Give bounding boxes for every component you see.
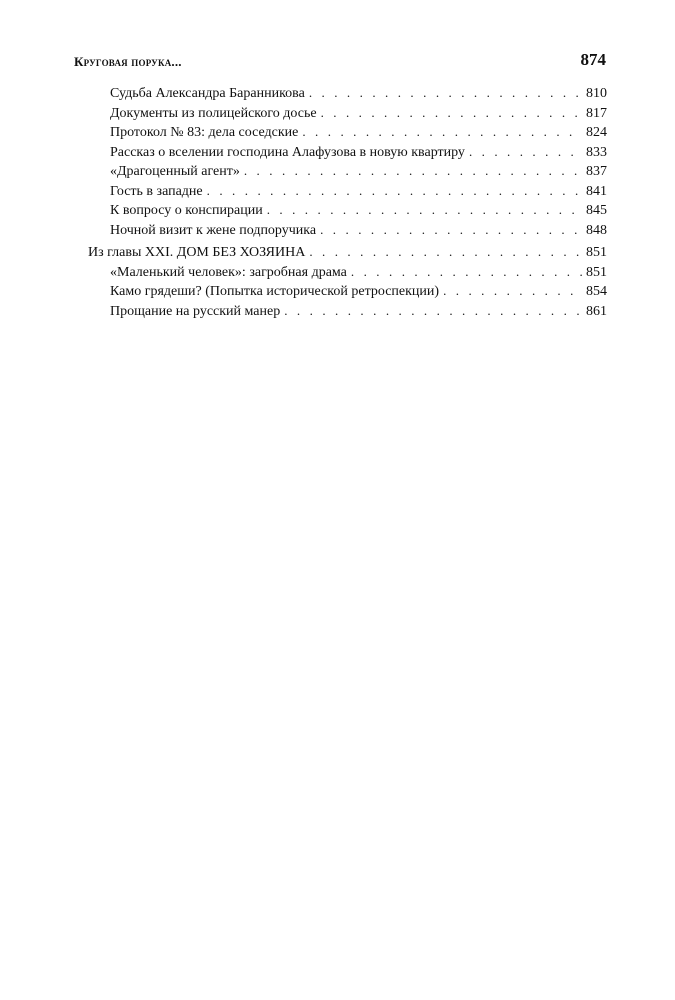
table-of-contents: [0, 83, 675, 320]
toc-entry: [110, 103, 607, 123]
toc-entry-page: 817: [586, 105, 607, 121]
dot-leader: [309, 83, 582, 103]
toc-entry-page: 841: [586, 183, 607, 199]
dot-leader: [207, 181, 582, 201]
toc-entry-page: 824: [586, 125, 607, 140]
toc-entry: [110, 181, 607, 201]
dot-leader: [443, 281, 582, 301]
toc-entry-page: 854: [586, 284, 607, 299]
toc-entry: [110, 262, 607, 282]
toc-entry-title: Прощание на русский манер: [110, 303, 281, 319]
dot-leader: [351, 262, 582, 282]
toc-entry-page: 851: [586, 245, 607, 260]
toc-entry-title: Камо грядеши? (Попытка исторической ретроспекции): [110, 284, 440, 299]
toc-entry: [110, 301, 607, 321]
toc-chapter-entry: [88, 242, 607, 262]
page-header: [74, 50, 606, 74]
dot-leader: [244, 161, 582, 181]
dot-leader: [469, 142, 582, 162]
dot-leader: [267, 200, 582, 220]
toc-entry: [110, 161, 607, 181]
toc-entry-page: 837: [586, 164, 607, 179]
toc-entry-title: Ночной визит к жене подпоручика: [110, 222, 317, 238]
toc-entry-page: 845: [586, 203, 607, 218]
dot-leader: [302, 122, 582, 142]
toc-entry-title: К вопросу о конспирации: [110, 203, 263, 218]
toc-entry: [110, 220, 607, 240]
toc-entry-title: «Маленький человек»: загробная драма: [110, 264, 347, 280]
toc-entry-title: Судьба Александра Баранникова: [110, 86, 305, 101]
toc-entry: [110, 281, 607, 301]
toc-entry-title: Протокол № 83: дела соседские: [110, 125, 299, 140]
dot-leader: [309, 242, 582, 262]
toc-entry-page: 861: [586, 303, 607, 319]
running-title: Круговая порука...: [74, 54, 182, 69]
toc-entry-title: Документы из полицейского досье: [110, 105, 317, 121]
toc-entry: [110, 200, 607, 220]
toc-entry-title: Из главы XXI. ДОМ БЕЗ ХОЗЯИНА: [88, 245, 306, 260]
toc-entry: [110, 122, 607, 142]
dot-leader: [320, 220, 582, 240]
toc-entry-title: Рассказ о вселении господина Алафузова в новую квартиру: [110, 144, 465, 160]
toc-entry-page: 848: [586, 222, 607, 238]
page-number: 874: [580, 50, 606, 69]
toc-entry: [110, 83, 607, 103]
toc-entry-page: 833: [586, 144, 607, 160]
toc-entry-title: Гость в западне: [110, 183, 203, 199]
toc-entry-page: 851: [586, 264, 607, 280]
toc-entry: [110, 142, 607, 162]
toc-entry-page: 810: [586, 86, 607, 101]
toc-entry-title: «Драгоценный агент»: [110, 164, 240, 179]
dot-leader: [321, 103, 582, 123]
dot-leader: [284, 301, 582, 321]
